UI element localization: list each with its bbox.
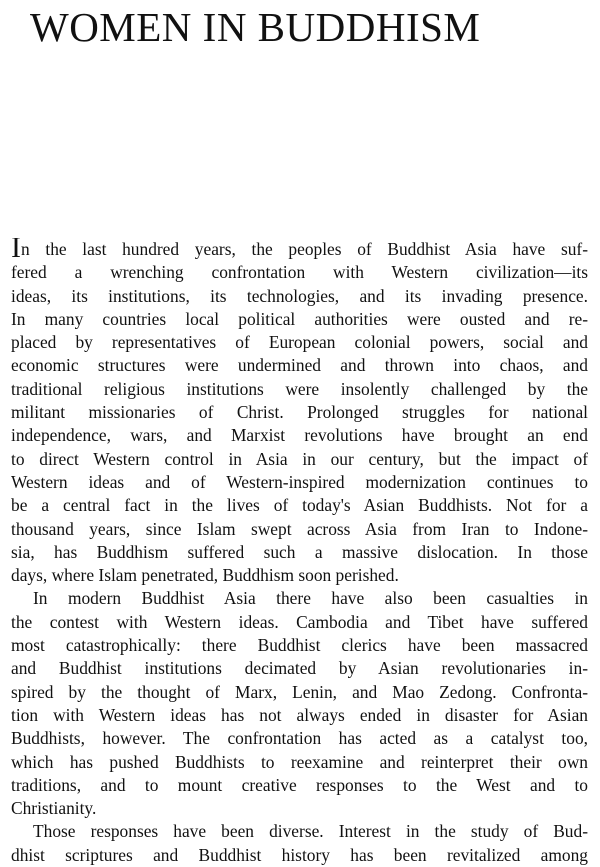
text-line: Western ideas and of Western-inspired modernization continues to — [11, 471, 588, 492]
text-line: thousand years, since Islam swept across Asia from Iran to Indone- — [11, 518, 588, 539]
text-line: the contest with Western ideas. Cambodia and Tibet have suffered — [11, 611, 588, 632]
text-line: In many countries local political authorities were ousted and re- — [11, 308, 588, 329]
chapter-title: WOMEN IN BUDDHISM — [30, 4, 481, 50]
text-line: In the last hundred years, the peoples of Buddhist Asia have suf- — [11, 238, 588, 261]
text-line: ideas, its institutions, its technologies, and its invading presence. — [11, 285, 588, 306]
text-line: militant missionaries of Christ. Prolonged struggles for national — [11, 402, 588, 423]
text-line: independence, wars, and Marxist revolutions have brought an end — [11, 425, 588, 446]
text-line: Christianity. — [11, 798, 97, 819]
text-line: and Buddhist institutions decimated by Asian revolutionaries in- — [11, 658, 588, 679]
text-line: Buddhists, however. The confrontation has acted as a catalyst too, — [11, 728, 588, 749]
text-line: tion with Western ideas has not always ended in disaster for Asian — [11, 704, 588, 725]
text-line: spired by the thought of Marx, Lenin, and Mao Zedong. Confronta- — [11, 681, 588, 702]
drop-cap: I — [11, 238, 21, 262]
text-line: days, where Islam penetrated, Buddhism soon perished. — [11, 565, 399, 586]
text-line: fered a wrenching confrontation with Western civilization—its — [11, 262, 588, 283]
text-line: dhist scriptures and Buddhist history has been revitalized among — [11, 844, 588, 865]
text-line: Those responses have been diverse. Interest in the study of Bud- — [33, 821, 588, 842]
text-line: economic structures were undermined and thrown into chaos, and — [11, 355, 588, 376]
paragraph-1 — [11, 238, 588, 587]
text-line: most catastrophically: there Buddhist clerics have been massacred — [11, 635, 588, 656]
paragraph-2 — [11, 587, 588, 820]
paragraph-3 — [11, 820, 588, 867]
text-line: which has pushed Buddhists to reexamine and reinterpret their own — [11, 751, 588, 772]
body-text — [11, 238, 588, 867]
text-line: traditions, and to mount creative responses to the West and to — [11, 774, 588, 795]
text-line: to direct Western control in Asia in our century, but the impact of — [11, 448, 588, 469]
text-line: In modern Buddhist Asia there have also been casualties in — [33, 588, 588, 609]
text-line: traditional religious institutions were insolently challenged by the — [11, 378, 588, 399]
text-line: be a central fact in the lives of today's Asian Buddhists. Not for a — [11, 495, 588, 516]
text-line: placed by representatives of European colonial powers, social and — [11, 332, 588, 353]
text-line: sia, has Buddhism suffered such a massive dislocation. In those — [11, 541, 588, 562]
